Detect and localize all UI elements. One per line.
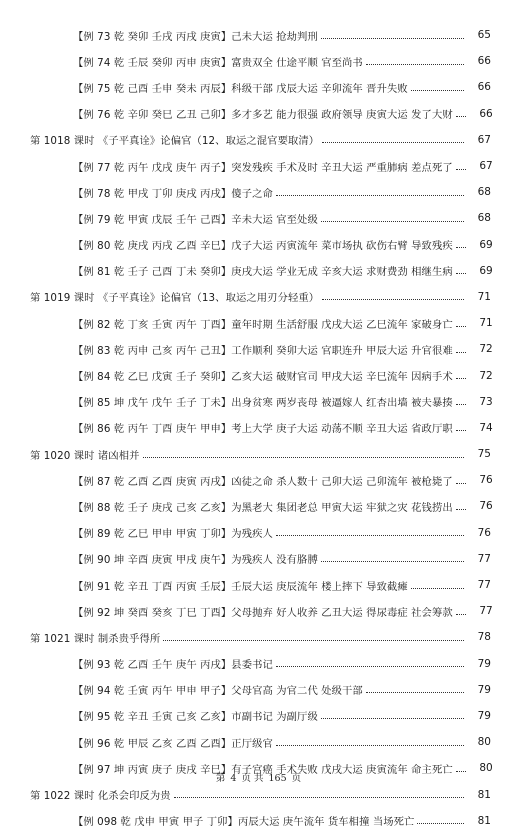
- dot-leader: [411, 90, 464, 91]
- toc-entry-page-number: 71: [479, 317, 493, 330]
- toc-entry-title: 【例 80 乾 庚戌 丙戌 乙酉 辛巳】戊子大运 丙寅流年 菜市场执 砍伤右臂 导致残疾: [73, 240, 453, 253]
- toc-entry-title: 第 1022 课时 化杀会印反为贵: [30, 790, 171, 803]
- toc-lesson-entry[interactable]: [0, 284, 517, 310]
- footer-current-page: 4: [230, 773, 237, 784]
- dot-leader: [143, 457, 464, 458]
- dot-leader: [322, 142, 464, 143]
- toc-example-entry[interactable]: [0, 808, 517, 834]
- toc-lesson-entry[interactable]: [0, 441, 517, 467]
- dot-leader: [174, 797, 464, 798]
- toc-entry-title: 【例 84 乾 乙巳 戊寅 壬子 癸卯】乙亥大运 破财官司 甲戌大运 辛巳流年 因病手术: [73, 371, 453, 384]
- toc-lesson-entry[interactable]: [0, 781, 517, 807]
- dot-leader: [456, 169, 466, 170]
- toc-example-entry[interactable]: [0, 153, 517, 179]
- toc-entry-page-number: 66: [479, 107, 493, 120]
- toc-example-entry[interactable]: [0, 205, 517, 231]
- toc-example-entry[interactable]: [0, 677, 517, 703]
- toc-entry-title: 【例 86 乾 丙午 丁酉 庚午 甲申】考上大学 庚子大运 动荡不顺 辛丑大运 省政厅职: [73, 423, 453, 436]
- toc-entry-page-number: 80: [479, 762, 493, 775]
- dot-leader: [456, 247, 466, 248]
- toc-entry-page-number: 79: [477, 709, 491, 722]
- toc-entry-title: 第 1018 课时 《子平真诠》论偏官（12、取运之混官要取清）: [30, 135, 320, 148]
- toc-entry-title: 【例 93 乾 乙酉 壬午 庚午 丙戌】县委书记: [73, 659, 273, 672]
- toc-entry-title: 第 1019 课时 《子平真诠》论偏官（13、取运之用刃分轻重）: [30, 292, 320, 305]
- footer-total-pages: 165: [268, 773, 287, 784]
- dot-leader: [456, 273, 466, 274]
- toc-entry-page-number: 72: [479, 369, 493, 382]
- toc-entry-page-number: 69: [479, 264, 493, 277]
- toc-entry-page-number: 76: [479, 500, 493, 513]
- toc-entry-page-number: 67: [479, 160, 493, 173]
- toc-entry-title: 【例 88 乾 壬子 庚戌 己亥 乙亥】为黑老大 集团老总 甲寅大运 牢狱之灾 花钱捞出: [73, 501, 453, 514]
- toc-example-entry[interactable]: [0, 179, 517, 205]
- toc-entry-title: 【例 94 乾 壬寅 丙午 甲申 甲子】父母官高 为官二代 处级干部: [73, 685, 363, 698]
- dot-leader: [321, 718, 464, 719]
- toc-entry-page-number: 68: [477, 212, 491, 225]
- toc-entry-page-number: 81: [477, 814, 491, 827]
- toc-entry-page-number: 68: [477, 186, 491, 199]
- toc-example-entry[interactable]: [0, 389, 517, 415]
- toc-example-entry[interactable]: [0, 74, 517, 100]
- toc-entry-page-number: 72: [479, 343, 493, 356]
- toc-entry-title: 【例 74 乾 壬辰 癸卯 丙申 庚寅】富贵双全 仕途平顺 官至尚书: [73, 56, 363, 69]
- dot-leader: [163, 640, 464, 641]
- toc-entry-title: 【例 95 乾 辛丑 壬寅 己亥 乙亥】市副书记 为副厅级: [73, 711, 318, 724]
- toc-entry-title: 第 1021 课时 制杀贵乎得所: [30, 632, 161, 645]
- toc-entry-title: 【例 82 乾 丁亥 壬寅 丙午 丁酉】童年时期 生活舒服 戊戌大运 乙巳流年 家破身亡: [73, 318, 453, 331]
- toc-entry-title: 【例 75 乾 己酉 壬申 癸未 丙辰】科级干部 戊辰大运 辛卯流年 晋升失败: [73, 82, 408, 95]
- dot-leader: [456, 614, 466, 615]
- toc-entry-title: 【例 96 乾 甲辰 乙亥 乙酉 乙酉】正厅级官: [73, 737, 273, 750]
- toc-entry-page-number: 77: [477, 579, 491, 592]
- toc-example-entry[interactable]: [0, 48, 517, 74]
- dot-leader: [456, 483, 466, 484]
- dot-leader: [417, 823, 464, 824]
- dot-leader: [321, 561, 464, 562]
- toc-entry-title: 【例 81 乾 壬子 己酉 丁未 癸卯】庚戌大运 学业无成 辛亥大运 求财费劲 相继生病: [73, 266, 453, 279]
- toc-example-entry[interactable]: [0, 467, 517, 493]
- toc-example-entry[interactable]: [0, 493, 517, 519]
- dot-leader: [276, 745, 464, 746]
- toc-entry-title: 【例 85 坤 戊午 戊午 壬子 丁未】出身贫寒 两岁丧母 被逼嫁人 红杏出墙 被夫暴揍: [73, 397, 453, 410]
- toc-entry-title: 【例 76 乾 辛卯 癸巳 乙丑 己卯】多才多艺 能力很强 政府领导 庚寅大运 发了大财: [73, 109, 453, 122]
- toc-entry-title: 【例 098 乾 戊申 甲寅 甲子 丁卯】丙辰大运 庚午流年 货车相撞 当场死亡: [73, 816, 415, 829]
- toc-entry-page-number: 78: [477, 631, 491, 644]
- dot-leader: [276, 195, 464, 196]
- toc-example-entry[interactable]: [0, 572, 517, 598]
- dot-leader: [456, 378, 466, 379]
- dot-leader: [276, 535, 464, 536]
- table-of-contents: [0, 22, 517, 834]
- toc-entry-page-number: 66: [477, 55, 491, 68]
- toc-example-entry[interactable]: [0, 703, 517, 729]
- toc-example-entry[interactable]: [0, 22, 517, 48]
- toc-entry-title: 【例 79 乾 甲寅 戊辰 壬午 己酉】辛未大运 官至处级: [73, 213, 318, 226]
- toc-example-entry[interactable]: [0, 415, 517, 441]
- toc-example-entry[interactable]: [0, 336, 517, 362]
- toc-example-entry[interactable]: [0, 729, 517, 755]
- toc-example-entry[interactable]: [0, 232, 517, 258]
- toc-entry-page-number: 66: [477, 81, 491, 94]
- dot-leader: [456, 430, 466, 431]
- toc-example-entry[interactable]: [0, 258, 517, 284]
- footer-suffix: 页: [291, 773, 302, 784]
- toc-example-entry[interactable]: [0, 520, 517, 546]
- dot-leader: [366, 692, 464, 693]
- toc-example-entry[interactable]: [0, 598, 517, 624]
- toc-entry-page-number: 73: [479, 395, 493, 408]
- dot-leader: [456, 404, 466, 405]
- toc-example-entry[interactable]: [0, 310, 517, 336]
- toc-entry-page-number: 75: [477, 448, 491, 461]
- dot-leader: [366, 64, 464, 65]
- dot-leader: [456, 352, 466, 353]
- toc-entry-title: 【例 92 坤 癸酉 癸亥 丁巳 丁酉】父母抛弃 好人收养 乙丑大运 得尿毒症 社会筹款: [73, 606, 453, 619]
- toc-entry-page-number: 79: [477, 683, 491, 696]
- toc-entry-page-number: 65: [477, 29, 491, 42]
- dot-leader: [276, 666, 464, 667]
- toc-entry-page-number: 77: [477, 552, 491, 565]
- toc-lesson-entry[interactable]: [0, 624, 517, 650]
- toc-example-entry[interactable]: [0, 651, 517, 677]
- page-footer: [0, 770, 517, 784]
- toc-entry-title: 【例 97 坤 丙寅 庚子 庚戌 辛巳】有子宫癌 手术失败 戊戌大运 庚寅流年 命主死亡: [73, 763, 453, 776]
- dot-leader: [456, 326, 466, 327]
- toc-entry-title: 第 1020 课时 诸凶相并: [30, 449, 140, 462]
- toc-entry-title: 【例 83 乾 丙申 己亥 丙午 己丑】工作顺利 癸卯大运 官职连升 甲辰大运 升官很难: [73, 344, 453, 357]
- toc-entry-title: 【例 91 乾 辛丑 丁酉 丙寅 壬辰】壬辰大运 庚辰流年 楼上摔下 导致截瘫: [73, 580, 408, 593]
- toc-entry-page-number: 76: [477, 526, 491, 539]
- toc-entry-title: 【例 90 坤 辛酉 庚寅 甲戌 庚午】为残疾人 没有胳膊: [73, 554, 318, 567]
- dot-leader: [411, 588, 464, 589]
- toc-entry-page-number: 77: [479, 605, 493, 618]
- toc-entry-page-number: 80: [477, 736, 491, 749]
- dot-leader: [321, 38, 464, 39]
- toc-entry-title: 【例 89 乾 乙巳 甲申 甲寅 丁卯】为残疾人: [73, 528, 273, 541]
- toc-entry-page-number: 69: [479, 238, 493, 251]
- toc-entry-title: 【例 77 乾 丙午 戊戌 庚午 丙子】突发残疾 手术及时 辛丑大运 严重肺病 差点死了: [73, 161, 453, 174]
- toc-example-entry[interactable]: [0, 101, 517, 127]
- toc-example-entry[interactable]: [0, 362, 517, 388]
- toc-entry-title: 【例 78 乾 甲戌 丁卯 庚戌 丙戌】傻子之命: [73, 187, 273, 200]
- dot-leader: [456, 509, 466, 510]
- footer-prefix: 第: [215, 773, 226, 784]
- toc-entry-page-number: 79: [477, 657, 491, 670]
- toc-lesson-entry[interactable]: [0, 127, 517, 153]
- toc-entry-title: 【例 87 乾 乙酉 乙酉 庚寅 丙戌】凶徒之命 杀人数十 己卯大运 己卯流年 被枪毙了: [73, 475, 453, 488]
- dot-leader: [456, 116, 466, 117]
- dot-leader: [321, 221, 464, 222]
- toc-entry-page-number: 71: [477, 290, 491, 303]
- footer-middle: 页 共: [241, 773, 264, 784]
- toc-entry-page-number: 81: [477, 788, 491, 801]
- dot-leader: [322, 299, 464, 300]
- toc-entry-page-number: 76: [479, 474, 493, 487]
- toc-entry-title: 【例 73 乾 癸卯 壬戌 丙戌 庚寅】己未大运 抢劫判刑: [73, 30, 318, 43]
- toc-entry-page-number: 74: [479, 421, 493, 434]
- toc-example-entry[interactable]: [0, 546, 517, 572]
- toc-entry-page-number: 67: [477, 133, 491, 146]
